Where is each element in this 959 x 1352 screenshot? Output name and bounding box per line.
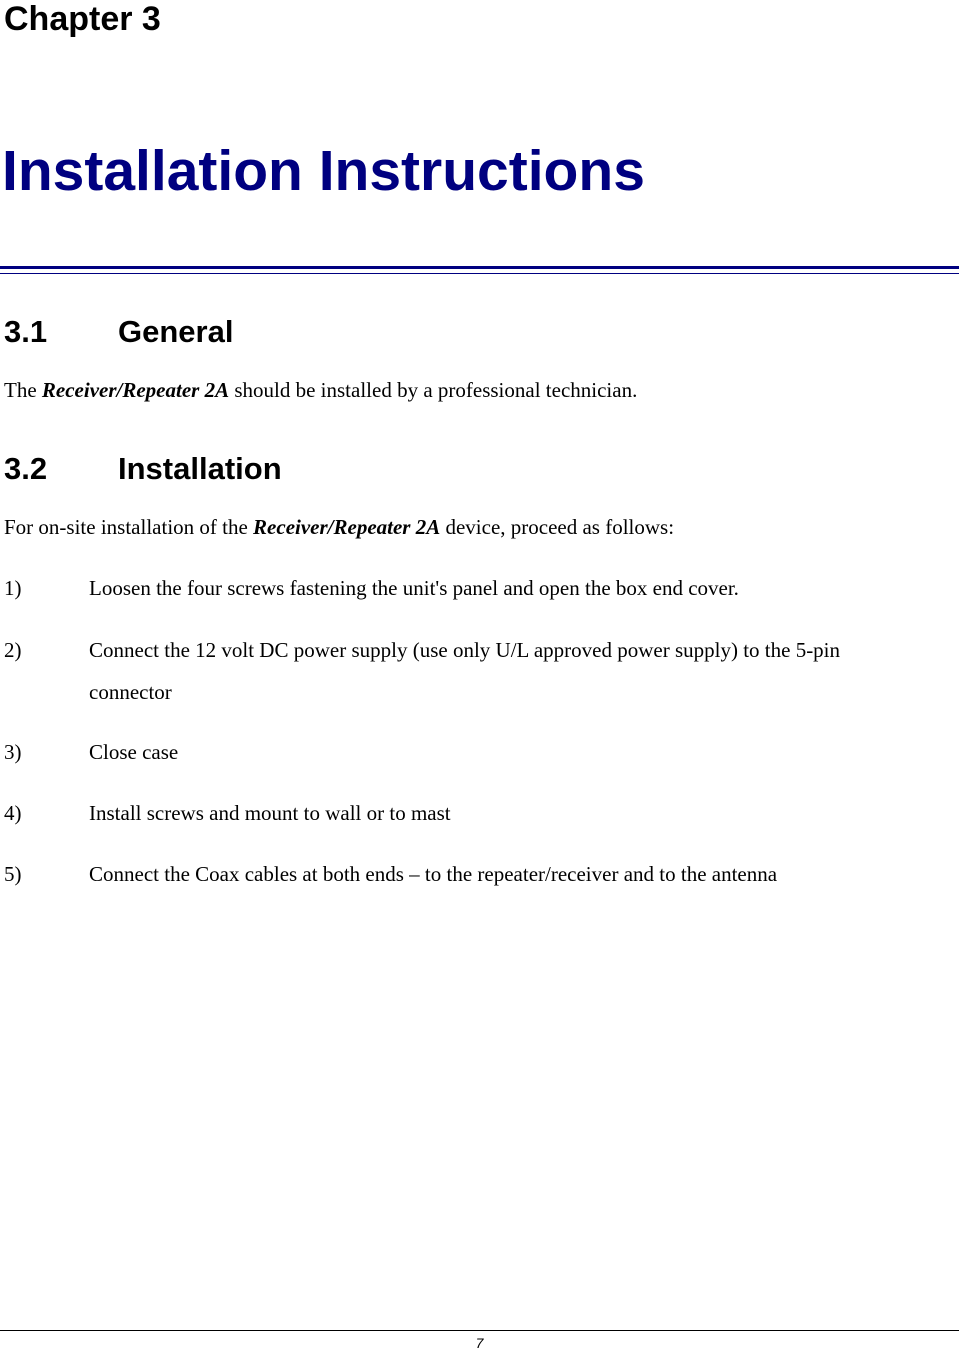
step-text: Connect the 12 volt DC power supply (use only U/L approved power supply) to the 5-pin connector (89, 638, 841, 704)
paragraph-text: device, proceed as follows: (440, 515, 675, 539)
step-number: 1) (4, 576, 22, 600)
section-heading-general (4, 314, 233, 350)
step-text: Connect the Coax cables at both ends – to the repeater/receiver and to the antenna (89, 862, 778, 886)
installation-paragraph (4, 514, 674, 540)
section-number: 3.2 (4, 451, 48, 486)
page-number: 7 (475, 1335, 484, 1351)
product-name: Receiver/Repeater 2A (253, 515, 441, 539)
section-title: Installation (118, 451, 282, 486)
step-number: 5) (4, 862, 22, 886)
step-text: Install screws and mount to wall or to mast (89, 801, 451, 825)
section-heading-installation (4, 451, 282, 487)
step-number: 2) (4, 638, 22, 662)
paragraph-text: should be installed by a professional technician. (229, 378, 638, 402)
step-number: 3) (4, 740, 22, 764)
chapter-title: Installation Instructions (2, 139, 645, 203)
step-number: 4) (4, 801, 22, 825)
product-name: Receiver/Repeater 2A (41, 378, 230, 402)
chapter-label: Chapter 3 (4, 0, 161, 38)
section-title: General (118, 314, 234, 349)
section-number: 3.1 (4, 314, 48, 349)
paragraph-text: The (4, 378, 42, 402)
step-text: Loosen the four screws fastening the unit's panel and open the box end cover. (89, 576, 739, 600)
step-text: Close case (89, 740, 179, 764)
title-rule-thin (0, 273, 959, 274)
title-rule-thick (0, 266, 959, 269)
footer-rule (0, 1330, 959, 1331)
general-paragraph (4, 377, 637, 403)
paragraph-text: For on-site installation of the (4, 515, 254, 539)
